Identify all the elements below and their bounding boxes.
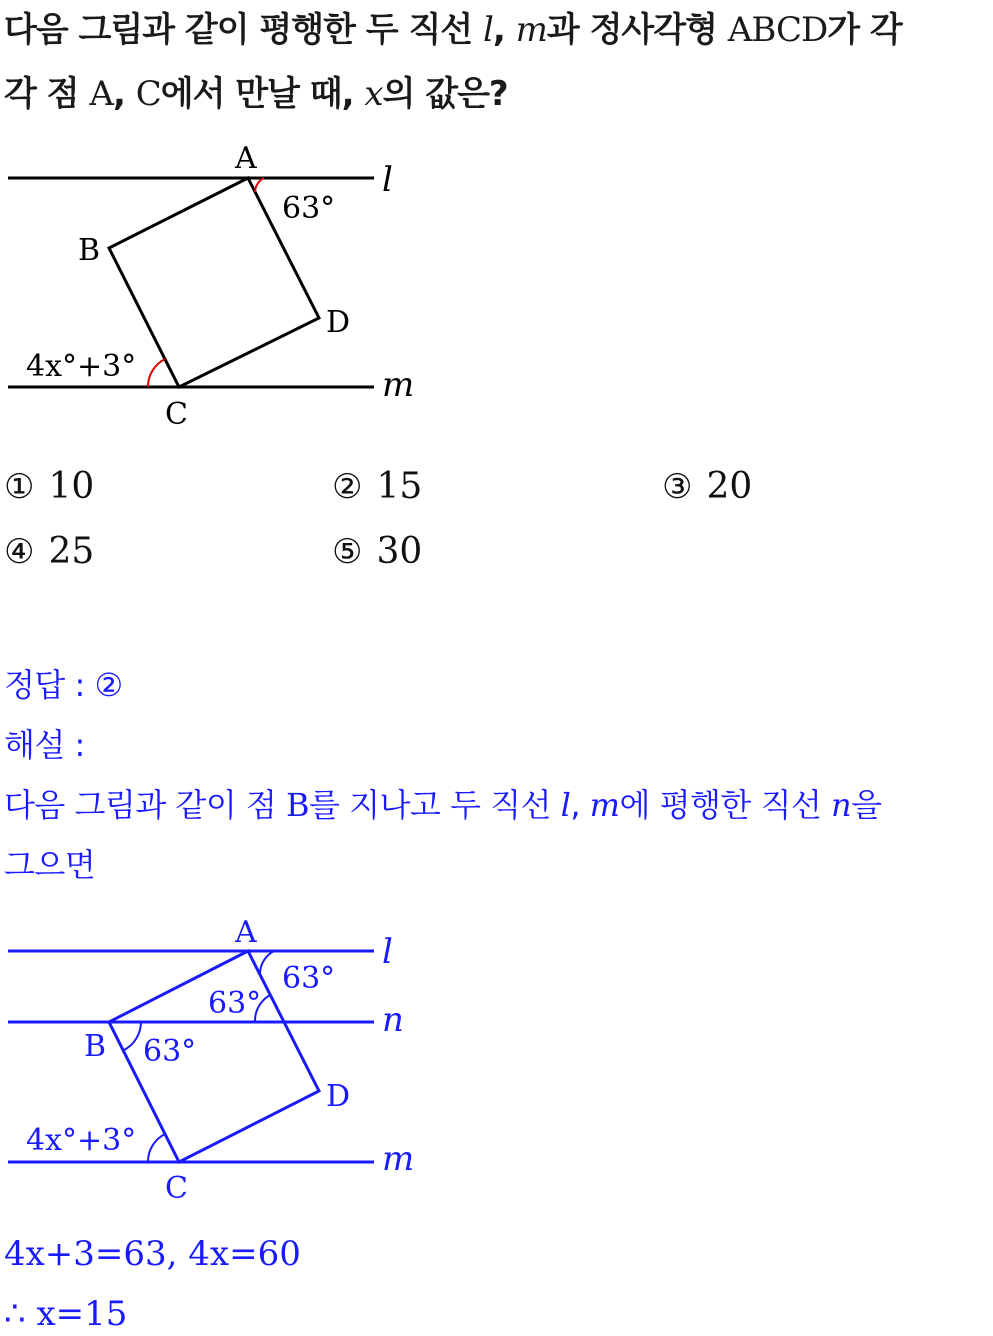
choice-1[interactable] xyxy=(4,466,94,507)
choice-2[interactable] xyxy=(332,466,422,507)
angle-mid-upper-label: 63° xyxy=(208,986,262,1021)
question-text: 과 정사각형 xyxy=(546,10,728,50)
vertex-d-label: D xyxy=(326,305,351,340)
choice-number: ① xyxy=(4,467,35,507)
choice-value: 15 xyxy=(376,466,423,507)
comma: , xyxy=(570,786,590,824)
answer-line xyxy=(4,660,123,706)
explanation-text: 를 지나고 두 직선 xyxy=(309,786,561,824)
line-l-label: l xyxy=(382,160,393,200)
angle-arc-bottom xyxy=(148,1134,165,1162)
choice-5[interactable] xyxy=(332,531,422,572)
choice-number: ⑤ xyxy=(332,532,363,572)
comma: , xyxy=(492,10,516,50)
choice-value: 10 xyxy=(48,466,95,507)
choice-4[interactable] xyxy=(4,531,94,572)
point-c-label: C xyxy=(135,74,161,114)
choice-value: 30 xyxy=(376,531,423,572)
vertex-a-label: A xyxy=(235,915,257,950)
question-text: 각 점 xyxy=(4,74,90,114)
vertex-a-label: A xyxy=(235,141,257,176)
explanation-text: 다음 그림과 같이 점 xyxy=(4,786,286,824)
line-l-label: l xyxy=(483,10,493,50)
choice-3[interactable] xyxy=(662,466,752,507)
answer-value: ② xyxy=(94,666,123,704)
explanation-label-text: 해설 : xyxy=(4,726,85,764)
vertex-b-label: B xyxy=(84,1029,107,1064)
comma: , xyxy=(112,74,136,114)
variable-x: x xyxy=(364,74,383,114)
question-text: 가 각 xyxy=(827,10,902,50)
angle-bottom-label: 4x°+3° xyxy=(26,1123,137,1158)
line-m-label: m xyxy=(382,365,415,405)
answer-label: 정답 : xyxy=(4,666,95,704)
angle-top-label: 63° xyxy=(282,191,336,226)
vertex-c-label: C xyxy=(165,1171,188,1206)
vertex-b-label: B xyxy=(78,233,101,268)
point-b-label: B xyxy=(285,786,309,824)
line-l-label: l xyxy=(560,786,571,824)
choice-number: ② xyxy=(332,467,363,507)
line-m-label: m xyxy=(515,10,547,50)
line-l-label: l xyxy=(382,932,393,972)
explanation-line-2 xyxy=(4,840,95,886)
angle-arc-bottom xyxy=(148,359,165,387)
question-text: 에서 만날 때, xyxy=(160,74,365,114)
question-text: 다음 그림과 같이 평행한 두 직선 xyxy=(4,10,483,50)
choice-value: 20 xyxy=(706,466,753,507)
angle-top-label: 63° xyxy=(282,961,336,996)
angle-bottom-label: 4x°+3° xyxy=(26,349,137,384)
angle-mid-lower-label: 63° xyxy=(143,1034,197,1069)
explanation-text: 을 xyxy=(851,786,882,824)
question-line-1 xyxy=(4,2,902,51)
choice-number: ④ xyxy=(4,532,35,572)
square-label: ABCD xyxy=(727,10,828,50)
figure-2-diagram xyxy=(0,905,440,1210)
question-line-2 xyxy=(4,66,508,115)
explanation-text: 그으면 xyxy=(4,846,96,884)
choice-number: ③ xyxy=(662,467,693,507)
explanation-line-1 xyxy=(4,780,882,826)
line-m-label: m xyxy=(589,786,620,824)
vertex-c-label: C xyxy=(165,397,188,432)
line-n-label: n xyxy=(382,1000,404,1040)
question-text: 의 값은? xyxy=(382,74,508,114)
choice-value: 25 xyxy=(48,531,95,572)
explanation-text: 에 평행한 직선 xyxy=(619,786,831,824)
equation-line-2: ∴ x=15 xyxy=(4,1294,128,1334)
point-a-label: A xyxy=(89,74,113,114)
equation-line-1: 4x+3=63, 4x=60 xyxy=(4,1234,301,1274)
explanation-label xyxy=(4,720,85,766)
angle-arc-mid-lower xyxy=(124,1022,141,1050)
line-n-label: n xyxy=(831,786,852,824)
angle-arc-top xyxy=(255,178,264,192)
vertex-d-label: D xyxy=(326,1079,351,1114)
figure-1-diagram xyxy=(0,130,440,440)
angle-arc-top xyxy=(260,951,274,974)
line-m-label: m xyxy=(382,1139,415,1179)
